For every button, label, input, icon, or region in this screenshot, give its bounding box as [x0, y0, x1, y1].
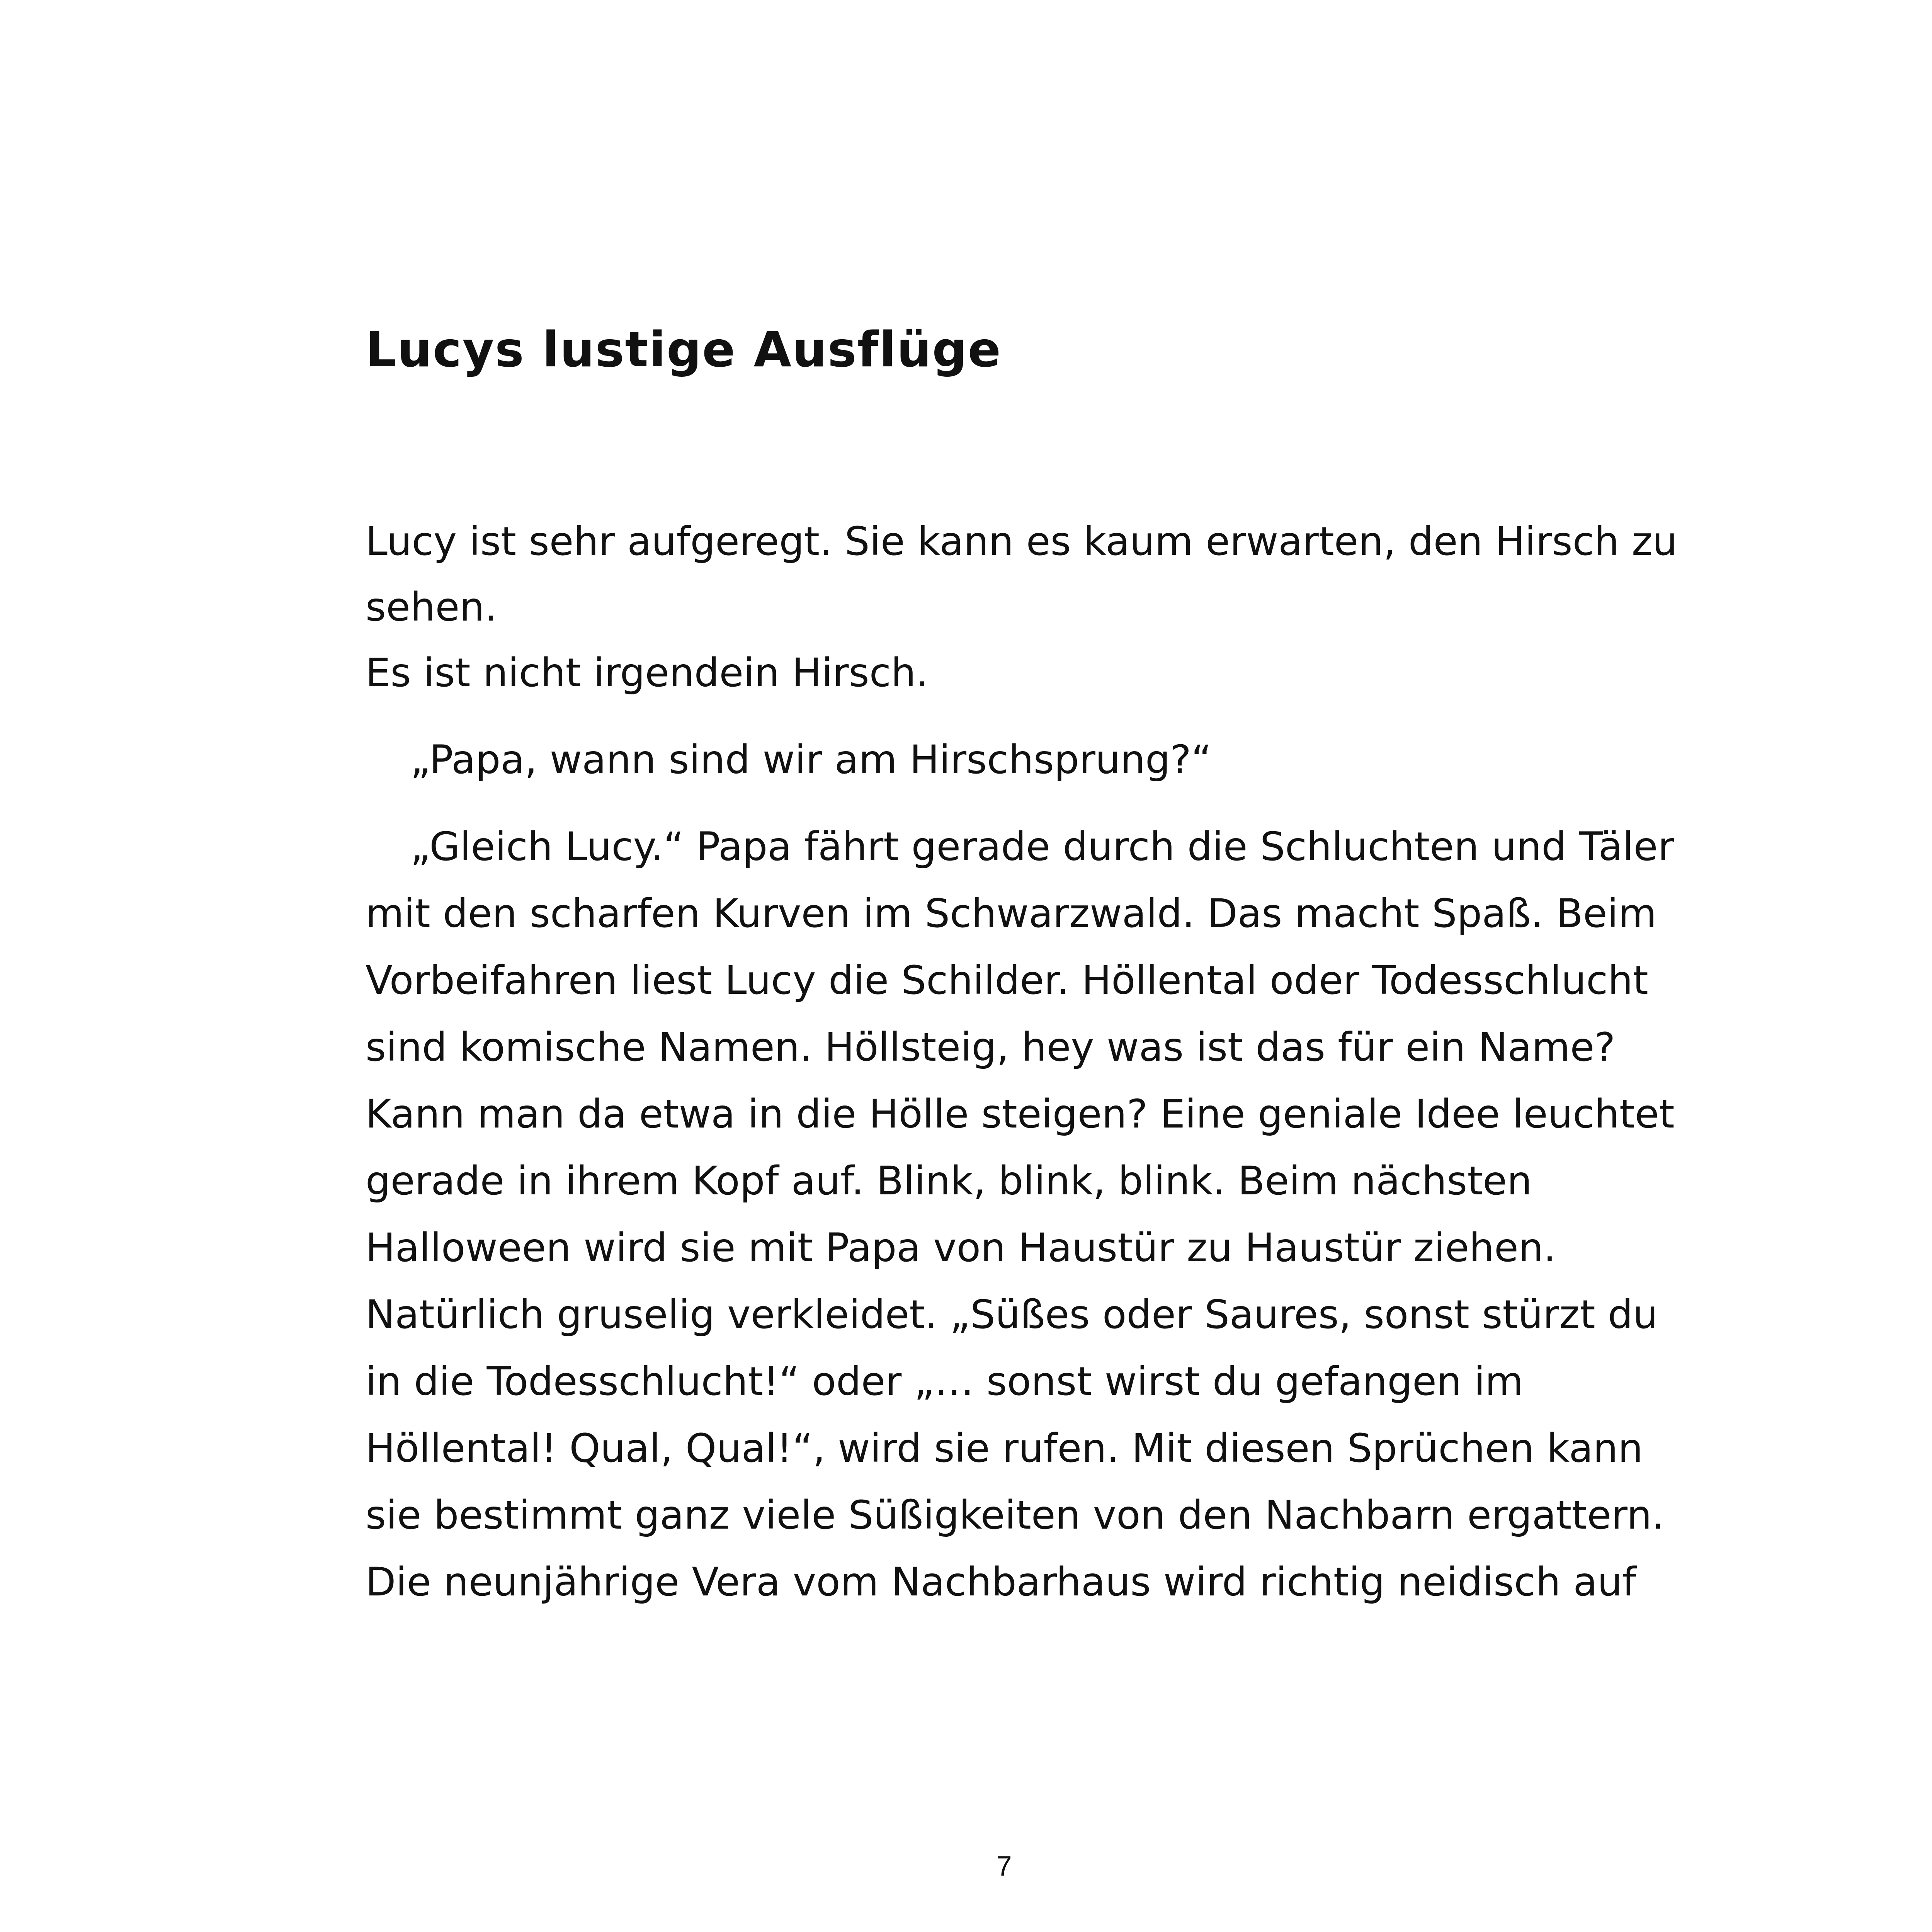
body-text-line: Es ist nicht irgendein Hirsch.: [366, 650, 929, 696]
body-text-line: mit den scharfen Kurven im Schwarzwald. Das macht Spaß. Beim: [366, 891, 1657, 937]
body-text-line: Die neunjährige Vera vom Nachbarhaus wird richtig neidisch auf: [366, 1559, 1636, 1605]
body-text-line: sind komische Namen. Höllsteig, hey was ist das für ein Name?: [366, 1024, 1616, 1070]
body-text-line: Halloween wird sie mit Papa von Haustür zu Haustür ziehen.: [366, 1225, 1556, 1271]
page-number: 7: [996, 1851, 1012, 1882]
body-text-line: Vorbeifahren liest Lucy die Schilder. Höllental oder Todesschlucht: [366, 957, 1648, 1003]
body-text-line: Lucy ist sehr aufgeregt. Sie kann es kaum erwarten, den Hirsch zu: [366, 519, 1678, 565]
body-text-line: sie bestimmt ganz viele Süßigkeiten von den Nachbarn ergattern.: [366, 1492, 1665, 1538]
body-text-line: Kann man da etwa in die Hölle steigen? Eine geniale Idee leuchtet: [366, 1091, 1675, 1137]
body-text-line: Natürlich gruselig verkleidet. „Süßes oder Saures, sonst stürzt du: [366, 1292, 1658, 1338]
body-text-line: Höllental! Qual, Qual!“, wird sie rufen. Mit diesen Sprüchen kann: [366, 1425, 1643, 1471]
body-text-line: sehen.: [366, 584, 497, 630]
dialogue-line: „Gleich Lucy.“ Papa fährt gerade durch die Schluchten und Täler: [410, 824, 1674, 870]
body-text-line: gerade in ihrem Kopf auf. Blink, blink, blink. Beim nächsten: [366, 1158, 1532, 1204]
dialogue-line: „Papa, wann sind wir am Hirschsprung?“: [410, 737, 1212, 783]
chapter-title: Lucys lustige Ausflüge: [366, 321, 1002, 378]
body-text-line: in die Todesschlucht!“ oder „… sonst wirst du gefangen im: [366, 1359, 1524, 1405]
